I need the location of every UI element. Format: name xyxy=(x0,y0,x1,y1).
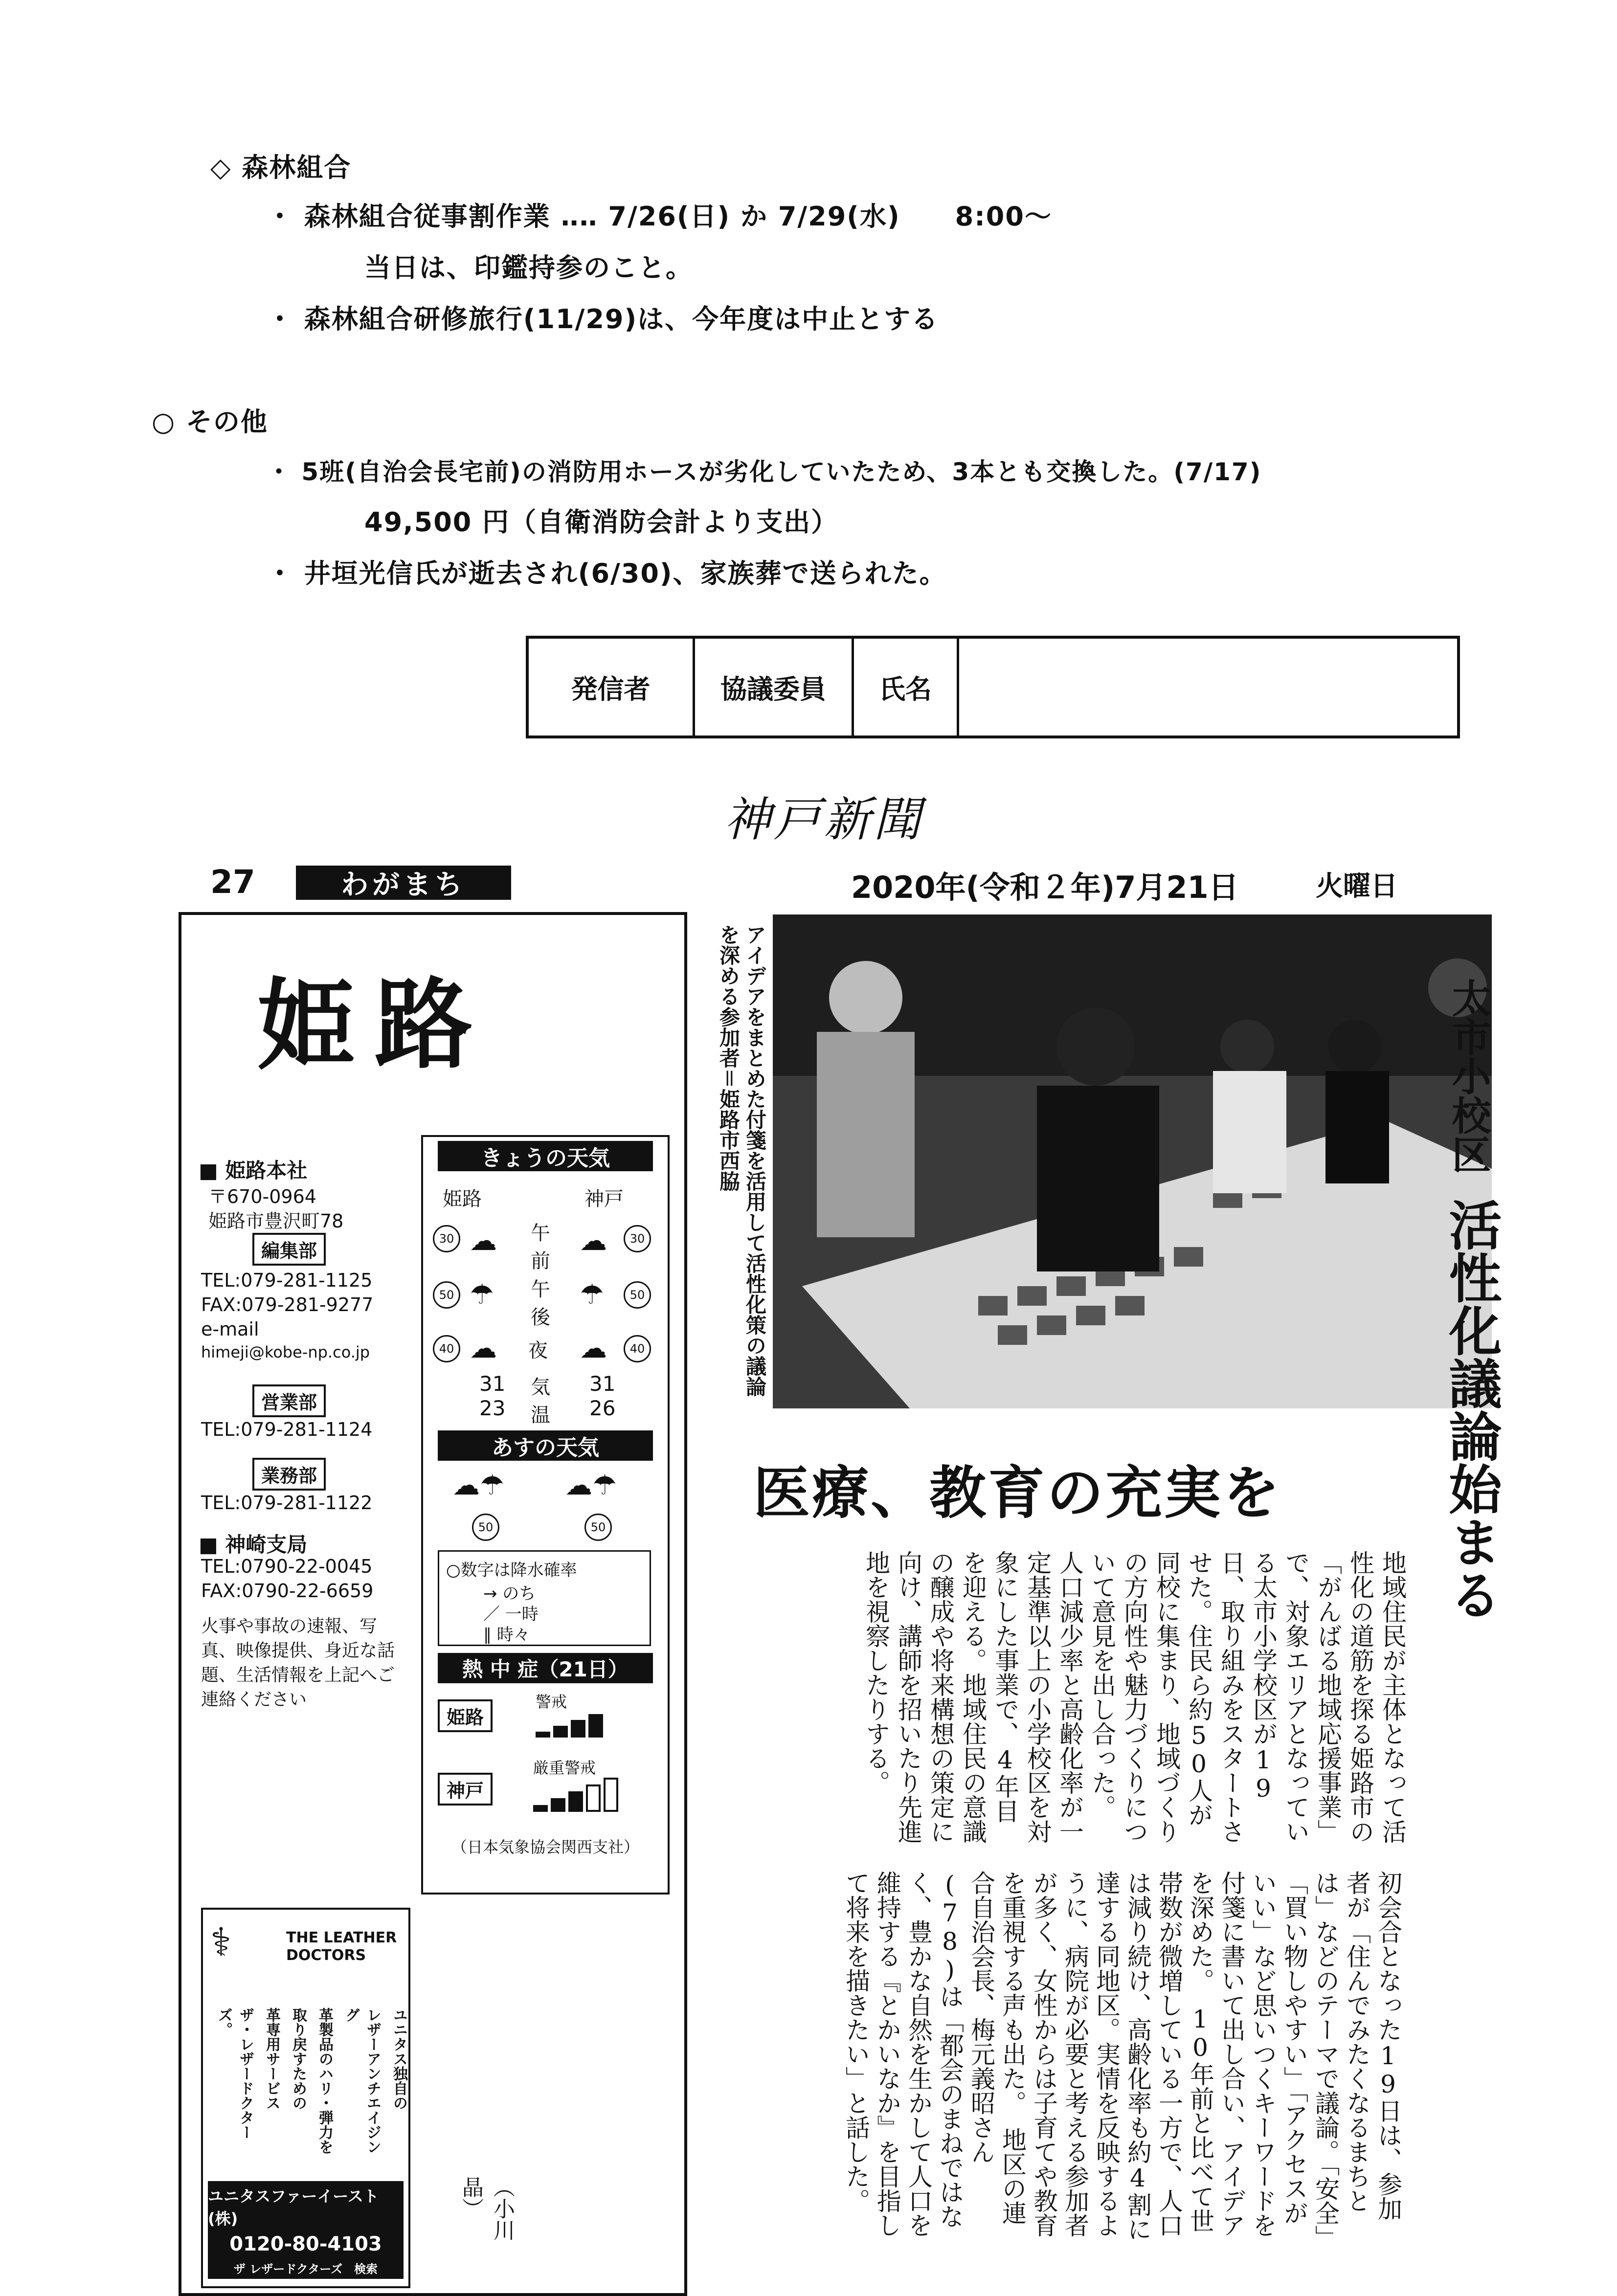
cloud-icon: ☁ xyxy=(470,1225,497,1257)
article-photo xyxy=(773,914,1492,1408)
legend-temp: ／ 一時 xyxy=(483,1605,539,1624)
headline-sub: 太市小校区 xyxy=(1445,978,1491,1174)
weather-today-title: きょうの天気 xyxy=(438,1141,653,1171)
cloud-umbrella-icon: ☁☂ xyxy=(565,1470,617,1501)
ad-copy-5: 革専用サービス xyxy=(263,2007,280,2110)
newspaper-source-handwritten: 神戸新聞 xyxy=(724,792,923,847)
cloud-umbrella-icon: ☁☂ xyxy=(452,1470,505,1501)
sender-name-label: 氏名 xyxy=(854,639,959,736)
weather-box xyxy=(421,1135,670,1895)
branch-tel: TEL:0790-22-0045 xyxy=(201,1556,373,1577)
weather-tomorrow-title: あすの天気 xyxy=(438,1430,653,1461)
sender-name-value xyxy=(959,639,1457,736)
headline-main: 活性化議論始まる xyxy=(1440,1198,1502,1621)
heat-bars-himeji xyxy=(536,1714,603,1738)
ad-copy-2: レザーアンチエイジング xyxy=(342,2007,381,2154)
advertisement xyxy=(201,1908,410,2288)
office-name: ■ 姫路本社 xyxy=(199,1159,308,1182)
photo-caption: アイデアをまとめた付箋を活用して活性化策の議論を深める参加者＝姫路市西脇 xyxy=(717,924,767,1397)
section-label: わがまち xyxy=(296,866,511,900)
forest-item-2: ・ 森林組合研修旅行(11/29)は、今年度は中止とする xyxy=(267,304,939,334)
cloud-icon: ☁ xyxy=(470,1333,497,1364)
editorial-tel: TEL:079-281-1125 xyxy=(201,1270,373,1291)
weather-city-himeji: 姫路 xyxy=(443,1188,482,1210)
heat-level-kobe: 厳重警戒 xyxy=(533,1759,596,1777)
forest-item-1-note: 当日は、印鑑持参のこと。 xyxy=(364,252,693,283)
contact-notice: 火事や事故の速報、写真、映像提供、身近な話題、生活情報を上記へご連絡ください xyxy=(201,1616,395,1710)
legend-later: → のち xyxy=(483,1584,536,1604)
other-item-1: ・ 5班(自治会長宅前)の消防用ホースが劣化していたため、3本とも交換した。(7/17) xyxy=(267,458,1262,486)
sender-table xyxy=(526,636,1460,738)
kobe-prob-pm: 50 xyxy=(624,1281,651,1309)
branch-name: ■ 神崎支局 xyxy=(199,1533,308,1557)
himeji-prob-am: 30 xyxy=(433,1225,460,1252)
tomorrow-himeji-prob: 50 xyxy=(472,1514,499,1541)
heat-bars-kobe xyxy=(533,1778,618,1812)
other-heading: ○ その他 xyxy=(152,406,268,437)
kobe-temp-low: 26 xyxy=(589,1396,616,1420)
row-night: 夜 xyxy=(528,1339,548,1362)
row-temp: 気温 xyxy=(531,1376,550,1427)
row-am: 午前 xyxy=(531,1222,550,1272)
row-pm: 午後 xyxy=(531,1278,550,1329)
issue-weekday: 火曜日 xyxy=(1316,870,1398,902)
page-number: 27 xyxy=(210,863,255,901)
article-byline: （小川 晶） xyxy=(458,2176,515,2262)
article-body-2: 初会合となった19日は、参加者が「住んでみたくなるまちとは」などのテーマで議論。「安全」「買い物しやすい」「アクセスがいい」など思いつくキーワードを付箋に書いて出し合い、アイデアを深めた。 10年前と比べて世帯数が微増している一方で、人口は減り続け、高齢化率も約4割に達する同地区。実情を反映するように、病院が必要と考える参加者が多く、女性からは子育てや教育を重視する声も出た。 地区の連合自治会長、梅元義昭さん(78)は「都会のまねではなく、豊かな自然を生かして人口を維持する『とかいなか』を目指して将来を描きたい」と話した。 xyxy=(842,1871,1402,2241)
ad-company: ユニタスファーイースト(株) xyxy=(208,2186,379,2228)
email-address: himeji@kobe-np.co.jp xyxy=(201,1343,370,1361)
himeji-temp-high: 31 xyxy=(479,1372,506,1396)
ad-footer xyxy=(208,2181,404,2279)
heat-city-himeji: 姫路 xyxy=(438,1699,493,1732)
legend-occasional: ∥ 時々 xyxy=(483,1625,530,1645)
heat-city-kobe: 神戸 xyxy=(438,1773,493,1806)
issue-date: 2020年(令和２年)7月21日 xyxy=(851,869,1239,905)
ad-copy-1: ユニタス独自の xyxy=(390,2007,407,2110)
editorial-label: 編集部 xyxy=(252,1233,326,1266)
forest-heading: ◇ 森林組合 xyxy=(210,152,352,183)
sales-tel: TEL:079-281-1124 xyxy=(201,1419,373,1440)
ad-phone: 0120-80-4103 xyxy=(229,2232,382,2255)
ad-copy-4: 取り戻すための xyxy=(290,2007,307,2110)
legend-title: ○数字は降水確率 xyxy=(446,1560,577,1580)
business-tel: TEL:079-281-1122 xyxy=(201,1492,373,1514)
other-item-1-note: 49,500 円（自衛消防会計より支出） xyxy=(364,507,839,537)
sender-label: 発信者 xyxy=(529,639,695,736)
ad-copy-6: ザ・レザードクターズ。 xyxy=(215,2007,254,2140)
umbrella-icon: ☂ xyxy=(470,1279,494,1311)
editorial-fax: FAX:079-281-9277 xyxy=(201,1294,374,1315)
ad-copy xyxy=(213,2007,409,2164)
kobe-prob-am: 30 xyxy=(624,1225,651,1252)
sender-role: 協議委員 xyxy=(695,639,854,736)
article-body-1: 地域住民が主体となって活性化の道筋を探る姫路市の「がんばる地域応援事業」で、対象エリアとなっている太市小学校区が19日、取り組みをスタートさせた。住民ら約50人が同校に集まり、地域づくりの方向性や魅力づくりについて意見を出し合った。 人口減少率と高齢化率が一定基準以上の小学校区を対象にした事業で、4年目を迎える。地域住民の意識の醸成や将来構想の策定に向け、講師を招いたり先進地を視察したりする。 xyxy=(862,1550,1407,1844)
office-address: 姫路市豊沢町78 xyxy=(208,1210,344,1232)
heat-level-himeji: 警戒 xyxy=(536,1693,567,1711)
kobe-prob-night: 40 xyxy=(624,1335,651,1362)
region-title: 姫路 xyxy=(257,967,493,1082)
headline-big: 医療、教育の充実を xyxy=(753,1460,1281,1526)
leather-doctor-logo-icon: ⚕ xyxy=(210,1919,232,1965)
cloud-icon: ☁ xyxy=(580,1333,607,1364)
business-label: 業務部 xyxy=(252,1458,326,1491)
tomorrow-kobe-prob: 50 xyxy=(584,1514,612,1541)
weather-city-kobe: 神戸 xyxy=(584,1188,624,1210)
umbrella-icon: ☂ xyxy=(580,1279,605,1311)
weather-legend xyxy=(438,1550,651,1646)
forest-item-1: ・ 森林組合従事割作業 ‥‥ 7/26(日) か 7/29(水) 8:00～ xyxy=(267,201,1052,232)
office-postal: 〒670-0964 xyxy=(208,1186,316,1207)
email-label: e-mail xyxy=(201,1318,259,1340)
kobe-temp-high: 31 xyxy=(589,1372,616,1396)
ad-copy-3: 革製品のハリ・弾力を xyxy=(316,2007,333,2154)
branch-fax: FAX:0790-22-6659 xyxy=(201,1580,374,1602)
other-item-2: ・ 井垣光信氏が逝去され(6/30)、家族葬で送られた。 xyxy=(267,558,947,589)
himeji-prob-night: 40 xyxy=(433,1335,460,1362)
himeji-temp-low: 23 xyxy=(479,1396,506,1420)
meeting-photo xyxy=(773,914,1492,1408)
ad-brand: THE LEATHER DOCTORS xyxy=(286,1929,397,1964)
cloud-icon: ☁ xyxy=(580,1225,607,1257)
sales-label: 営業部 xyxy=(252,1384,326,1417)
heat-title: 熱 中 症（21日） xyxy=(438,1653,653,1683)
himeji-prob-pm: 50 xyxy=(433,1281,460,1309)
heat-credit: （日本気象協会関西支社） xyxy=(451,1838,639,1856)
ad-search: ザ レザードクターズ 検索 xyxy=(233,2262,378,2276)
